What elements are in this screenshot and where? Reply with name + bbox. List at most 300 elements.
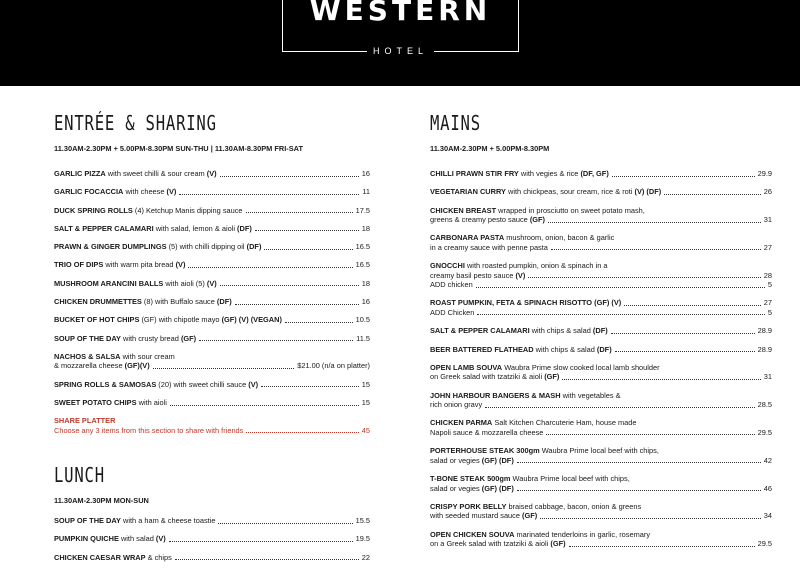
item-text (54, 187, 176, 197)
item-text (430, 261, 607, 271)
item-line (430, 187, 772, 197)
item-desc: with cheese (123, 187, 167, 197)
item-price: 22 (361, 552, 370, 562)
item-text (54, 206, 243, 216)
logo-wordmark: WESTERN (309, 0, 492, 27)
item-name: OPEN LAMB SOUVA (430, 362, 503, 372)
menu-item (430, 345, 772, 355)
item-line (430, 271, 772, 281)
dot-leader (562, 379, 760, 380)
item-tags: (V) (166, 187, 177, 197)
item-name: T-BONE STEAK 500gm (430, 474, 511, 484)
logo-subtitle (282, 44, 519, 58)
item-line (430, 418, 772, 428)
menu-item (430, 446, 772, 465)
item-text (430, 511, 537, 521)
menu-item (430, 474, 772, 493)
item-desc: Waubra Prime local beef with chips, (539, 446, 659, 456)
item-desc: with salad (118, 534, 156, 544)
item-price: 29.5 (757, 427, 772, 437)
entree-item-list (54, 169, 370, 435)
menu-item (54, 534, 370, 544)
item-tags: (GF) (V) (VEGAN) (221, 315, 282, 325)
item-desc: (4) Ketchup Manis dipping sauce (132, 205, 243, 215)
dot-leader (611, 333, 755, 334)
dot-leader (235, 304, 359, 305)
dot-leader (477, 314, 765, 315)
item-tags: (DF) (237, 223, 252, 233)
item-text (430, 169, 609, 179)
item-line (430, 372, 772, 382)
item-desc: with a ham & cheese toastie (120, 516, 216, 525)
item-text (54, 242, 261, 252)
item-name: ROAST PUMPKIN, FETA & SPINACH RISOTTO (430, 298, 593, 308)
item-price: 28.9 (757, 344, 772, 354)
dot-leader (220, 176, 359, 177)
item-line (430, 280, 772, 290)
item-text (54, 416, 115, 426)
menu-item (54, 297, 370, 307)
item-text (54, 553, 172, 563)
item-desc: (GF) with chipotle mayo (139, 315, 222, 325)
item-price: 29.5 (757, 539, 772, 549)
item-name: GARLIC PIZZA (54, 169, 106, 178)
item-text (430, 243, 548, 253)
dot-leader (569, 546, 755, 547)
item-line (54, 352, 370, 362)
item-desc: creamy basil pesto sauce (430, 270, 516, 280)
item-line (430, 298, 772, 308)
item-text (430, 363, 660, 373)
menu-item (54, 352, 370, 371)
item-tags: (GF) (544, 372, 560, 382)
menu-item (54, 380, 370, 390)
menu-item (430, 363, 772, 382)
item-line (430, 233, 772, 243)
item-desc: (20) with sweet chilli sauce (156, 379, 249, 389)
item-text (54, 260, 185, 270)
item-text (430, 372, 559, 382)
dot-leader (246, 432, 358, 433)
item-line (430, 428, 772, 438)
item-tags: (V) (206, 278, 217, 288)
item-price: $21.00 (n/a on platter) (297, 361, 370, 371)
menu-item (430, 326, 772, 336)
item-desc: Waubra Prime slow cooked local lamb shoulder (502, 362, 660, 372)
item-desc: with aioli (136, 398, 167, 408)
menu-item (430, 206, 772, 225)
item-desc: Waubra Prime local beef with chips, (510, 474, 630, 484)
item-line (54, 206, 370, 216)
item-desc: with chickpeas, sour cream, rice & roti (505, 187, 635, 197)
item-price: 28 (763, 270, 772, 280)
dot-leader (485, 407, 754, 408)
item-tags: (GF) (V) (594, 298, 622, 308)
item-line (54, 279, 370, 289)
item-line (430, 474, 772, 484)
item-line (430, 326, 772, 336)
item-line (54, 260, 370, 270)
menu-item (54, 279, 370, 289)
item-name: MUSHROOM ARANCINI BALLS (54, 278, 164, 288)
lunch-title: LUNCH (54, 463, 105, 487)
item-text (430, 215, 545, 225)
item-name: SOUP OF THE DAY (54, 333, 121, 343)
menu-item (54, 187, 370, 197)
item-line (54, 416, 370, 426)
item-line (54, 553, 370, 563)
item-addon: ADD Chicken (430, 307, 475, 317)
item-price: 18 (361, 223, 370, 233)
item-text (430, 308, 474, 318)
item-line (430, 539, 772, 549)
item-desc: Choose any 3 items from this section to share with friends (54, 425, 244, 435)
item-desc: salad or vegies (430, 455, 482, 465)
item-text (430, 474, 630, 484)
menu-item (54, 398, 370, 408)
item-text (54, 380, 258, 390)
item-line (54, 242, 370, 252)
item-price: 28.9 (757, 326, 772, 336)
item-desc: with crusty bread (120, 333, 181, 343)
item-desc: with sweet chilli & sour cream (105, 169, 207, 178)
item-text (54, 426, 243, 436)
item-name: CHICKEN DRUMMETTES (54, 297, 142, 307)
item-text (54, 398, 167, 408)
item-name: CHILLI PRAWN STIR FRY (430, 169, 519, 178)
dot-leader (546, 434, 754, 435)
item-name: CHICKEN BREAST (430, 205, 497, 215)
item-price: 5 (767, 280, 772, 290)
dot-leader (261, 386, 359, 387)
item-desc: on Greek salad with tzatziki & aioli (430, 372, 545, 382)
item-tags: (GF) (DF) (481, 483, 514, 493)
item-price: 15.5 (355, 516, 370, 525)
item-name: NACHOS & SALSA (54, 351, 121, 361)
item-line (430, 308, 772, 318)
item-line (430, 530, 772, 540)
item-price: 29.9 (757, 169, 772, 178)
item-price: 28.5 (757, 400, 772, 410)
menu-item (54, 242, 370, 252)
item-tags: (V) (DF) (634, 187, 662, 197)
item-desc: (5) with chilli dipping oil (166, 242, 247, 252)
item-tags: (V) (155, 534, 166, 544)
item-text (430, 280, 473, 290)
item-price: 15 (361, 398, 370, 408)
item-tags: (V) (175, 260, 186, 270)
item-tags: (GF) (180, 333, 197, 343)
dot-leader (285, 322, 353, 323)
item-tags: (DF) (246, 242, 262, 252)
dot-leader (551, 249, 761, 250)
share-platter-item (54, 416, 370, 435)
lunch-hours: 11.30AM-2.30PM MON-SUN (54, 496, 149, 505)
entree-hours: 11.30AM-2.30PM + 5.00PM-8.30PM SUN-THU | 11.30AM-8.30PM FRI-SAT (54, 144, 303, 153)
item-desc: mushroom, onion, bacon & garlic (504, 233, 615, 243)
item-desc: marinated tenderloins in garlic, rosemary (514, 529, 651, 539)
dot-leader (246, 212, 353, 213)
item-desc: with salad, lemon & aioli (153, 223, 238, 233)
dot-leader (218, 523, 352, 524)
item-tags: (DF) (592, 326, 608, 336)
menu-item (430, 418, 772, 437)
menu-item (430, 298, 772, 317)
item-text (54, 169, 217, 179)
item-name: CARBONARA PASTA (430, 233, 505, 243)
dot-leader (612, 176, 755, 177)
item-desc: with roasted pumpkin, onion & spinach in a (464, 261, 608, 271)
item-price: 18 (361, 278, 370, 288)
mains-hours: 11.30AM-2.30PM + 5.00PM-8.30PM (430, 144, 550, 153)
item-text (54, 297, 232, 307)
item-desc: with sour cream (120, 351, 175, 361)
item-line (430, 391, 772, 401)
item-tags: (DF, GF) (580, 169, 609, 178)
item-line (430, 215, 772, 225)
mains-section (430, 110, 772, 557)
item-line (54, 297, 370, 307)
item-line (54, 534, 370, 544)
item-text (430, 456, 514, 466)
item-line (54, 380, 370, 390)
item-name: CRISPY PORK BELLY (430, 501, 507, 511)
dot-leader (255, 230, 359, 231)
item-desc: rich onion gravy (430, 400, 483, 410)
item-line (430, 446, 772, 456)
item-line (430, 511, 772, 521)
item-name: SALT & PEPPER CALAMARI (430, 326, 530, 336)
dot-leader (153, 368, 295, 369)
item-line (430, 345, 772, 355)
item-name: CHICKEN PARMA (430, 418, 493, 428)
dot-leader (517, 462, 761, 463)
item-text (430, 502, 641, 512)
item-desc: Salt Kitchen Charcuterie Ham, house made (492, 418, 637, 428)
item-line (54, 334, 370, 344)
dot-leader (664, 194, 761, 195)
dot-leader (624, 305, 761, 306)
item-name: VEGETARIAN CURRY (430, 187, 506, 197)
entree-section (54, 110, 370, 444)
item-tags: (GF)(V) (124, 361, 150, 371)
logo-subtitle-text: HOTEL (367, 46, 434, 56)
item-text (54, 334, 196, 344)
item-line (430, 502, 772, 512)
item-text (54, 315, 282, 325)
item-text (430, 391, 621, 401)
dot-leader (169, 541, 353, 542)
item-name: BEER BATTERED FLATHEAD (430, 344, 534, 354)
menu-header (0, 0, 800, 86)
item-name: GARLIC FOCACCIA (54, 187, 124, 197)
menu-item (430, 261, 772, 290)
item-tags: (DF) (216, 297, 232, 307)
logo-subtitle-row (282, 44, 519, 58)
menu-item (54, 516, 370, 526)
item-desc: with chips & salad (533, 344, 597, 354)
dot-leader (179, 194, 359, 195)
menu-item (54, 260, 370, 270)
item-line (430, 484, 772, 494)
item-price: 5 (767, 307, 772, 317)
item-line (54, 315, 370, 325)
menu-item (430, 169, 772, 179)
item-tags: (DF) (596, 344, 612, 354)
dot-leader (517, 490, 761, 491)
item-name: DUCK SPRING ROLLS (54, 205, 133, 215)
item-name: CHICKEN CAESAR WRAP (54, 552, 146, 562)
item-text (430, 530, 650, 540)
item-price: 10.5 (355, 315, 370, 325)
item-text (430, 298, 621, 308)
item-name: GNOCCHI (430, 261, 465, 271)
item-price: 31 (763, 215, 772, 225)
item-desc: with vegies & rice (518, 169, 581, 178)
item-desc: (8) with Buffalo sauce (141, 297, 217, 307)
dot-leader (528, 277, 760, 278)
item-text (430, 428, 543, 438)
item-line (430, 261, 772, 271)
menu-item (54, 315, 370, 325)
item-text (430, 233, 614, 243)
item-desc: & chips (145, 552, 172, 562)
item-name: TRIO OF DIPS (54, 260, 104, 270)
item-text (430, 418, 636, 428)
item-desc: braised cabbage, bacon, onion & greens (506, 501, 642, 511)
item-tags: (GF) (529, 215, 546, 225)
item-line (430, 206, 772, 216)
dot-leader (199, 340, 353, 341)
menu-item (54, 334, 370, 344)
mains-title: MAINS (430, 111, 481, 135)
item-price: 45 (361, 425, 370, 435)
item-tags: (GF) (522, 511, 538, 521)
item-desc: Napoli sauce & mozzarella cheese (430, 427, 544, 437)
item-price: 15 (361, 379, 370, 389)
item-price: 16.5 (355, 242, 370, 252)
item-text (430, 400, 482, 410)
item-price: 27 (763, 298, 772, 308)
item-text (430, 206, 645, 216)
item-desc: with vegetables & (560, 390, 621, 400)
item-price: 16 (361, 297, 370, 307)
item-name: PUMPKIN QUICHE (54, 534, 119, 544)
dot-leader (170, 405, 359, 406)
item-text (430, 484, 514, 494)
item-name: PRAWN & GINGER DUMPLINGS (54, 242, 167, 252)
mains-item-list (430, 169, 772, 549)
item-price: 11.5 (356, 333, 370, 343)
item-price: 27 (763, 242, 772, 252)
item-text (54, 279, 217, 289)
item-name: SOUP OF THE DAY (54, 516, 121, 525)
item-desc: & mozzarella cheese (54, 361, 125, 371)
entree-title: ENTRÉE & SHARING (54, 111, 217, 135)
item-price: 26 (763, 187, 772, 197)
item-line (54, 516, 370, 526)
dot-leader (476, 287, 765, 288)
item-desc: in a creamy sauce with penne pasta (430, 242, 548, 252)
item-text (54, 224, 252, 234)
item-text (430, 271, 525, 281)
item-text (430, 345, 612, 355)
item-name: PORTERHOUSE STEAK 300gm (430, 446, 540, 456)
item-text (54, 516, 215, 526)
lunch-item-list (54, 516, 370, 571)
dot-leader (615, 351, 755, 352)
menu-item (430, 187, 772, 197)
item-price: 42 (763, 455, 772, 465)
dot-leader (264, 249, 352, 250)
dot-leader (540, 518, 761, 519)
item-text (54, 534, 166, 544)
item-text (54, 352, 175, 362)
item-price: 19.5 (355, 534, 370, 544)
item-desc: with warm pita bread (103, 260, 176, 270)
item-name: BUCKET OF HOT CHIPS (54, 315, 140, 325)
menu-item (54, 206, 370, 216)
item-price: 11 (362, 187, 370, 197)
menu-item (430, 530, 772, 549)
menu-item (54, 553, 370, 563)
item-line (430, 243, 772, 253)
item-tags: (V) (515, 270, 526, 280)
item-price: 34 (763, 511, 772, 521)
item-name: OPEN CHICKEN SOUVA (430, 529, 515, 539)
item-desc: greens & creamy pesto sauce (430, 215, 530, 225)
item-text (54, 361, 150, 371)
item-line (54, 169, 370, 179)
item-desc: salad or vegies (430, 483, 482, 493)
item-line (430, 363, 772, 373)
menu-item (430, 502, 772, 521)
item-tags: (V) (248, 379, 259, 389)
menu-item (54, 169, 370, 179)
item-line (54, 361, 370, 371)
item-text (430, 539, 566, 549)
item-line (430, 456, 772, 466)
item-name: SALT & PEPPER CALAMARI (54, 223, 154, 233)
dot-leader (220, 285, 359, 286)
menu-item (54, 224, 370, 234)
menu-item (430, 233, 772, 252)
item-desc: with seeded mustard sauce (430, 511, 523, 521)
item-price: 17.5 (355, 205, 370, 215)
item-tags: (GF) (DF) (481, 455, 514, 465)
menu-item (430, 391, 772, 410)
item-desc: with chips & salad (529, 326, 593, 336)
item-tags: (V) (206, 169, 217, 178)
item-name: SHARE PLATTER (54, 416, 116, 426)
dot-leader (175, 559, 359, 560)
item-price: 46 (763, 483, 772, 493)
item-desc: with aioli (5) (163, 278, 207, 288)
item-name: SWEET POTATO CHIPS (54, 398, 137, 408)
dot-leader (548, 222, 761, 223)
item-text (430, 187, 661, 197)
item-name: SPRING ROLLS & SAMOSAS (54, 379, 157, 389)
item-text (430, 446, 659, 456)
item-price: 16 (361, 169, 370, 178)
item-name: JOHN HARBOUR BANGERS & MASH (430, 390, 561, 400)
item-line (54, 224, 370, 234)
item-addon: ADD chicken (430, 280, 473, 290)
item-tags: (GF) (550, 539, 566, 549)
item-price: 16.5 (355, 260, 370, 270)
item-line (54, 426, 370, 436)
item-desc: wrapped in prosciutto on sweet potato mash, (496, 205, 645, 215)
